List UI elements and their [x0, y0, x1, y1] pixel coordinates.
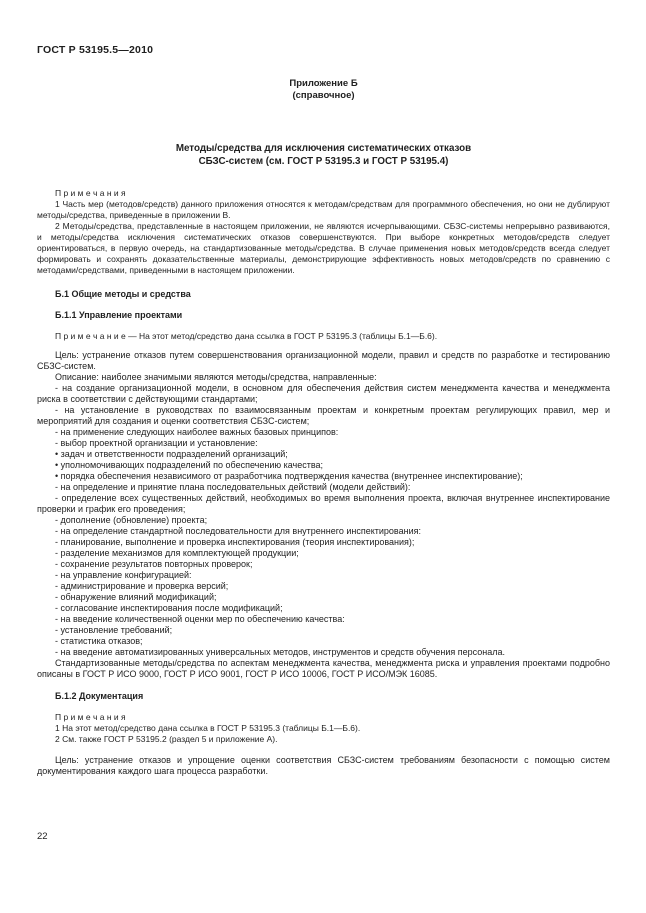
body-paragraph: - на создание организационной модели, в основном для обеспечения действия систем менеджмента качества и менеджмента риска в соответствии с действующими стандартами;: [37, 383, 610, 404]
section-heading-b12: Б.1.2 Документация: [55, 691, 144, 701]
body-paragraph: Цель: устранение отказов путем совершенствования организационной модели, правил и средств по разработке и тестированию СБЗС-систем.: [37, 350, 610, 371]
b12-goal-paragraph: Цель: устранение отказов и упрощение оценки соответствия СБЗС-систем требованиям безопасности с помощью систем документирования каждого шага процесса разработки.: [37, 755, 610, 776]
document-title-line1: Методы/средства для исключения систематических отказов: [175, 143, 472, 154]
document-title: [37, 142, 610, 168]
body-paragraph: - установление требований;: [55, 625, 173, 635]
body-paragraph: - разделение механизмов для комплектующей продукции;: [55, 548, 299, 558]
body-paragraph: - выбор проектной организации и установление:: [55, 438, 258, 448]
body-paragraph: - на введение автоматизированных универсальных методов, инструментов и средств обучения персонала.: [55, 647, 505, 657]
intro-note-item: 1 Часть мер (методов/средств) данного приложения относятся к методам/средствам для программного обеспечения, но они не дублируют методы/средства, приведенные в приложении В.: [37, 199, 610, 220]
intro-notes-label: П р и м е ч а н и я: [55, 188, 126, 198]
intro-note-item: 2 Методы/средства, представленные в настоящем приложении, не являются исчерпывающими. СБЗС-системы непрерывно развиваются, и методы/средства исключения систематических отказов совершенствуются. При выборе конкретных методов/средств следует ориентироваться, в первую очередь, на стандартизованные методы/средства. В случае применения новых методов/средств всегда следует формировать и сохранять доказательственные материалы, демонстрирующие эффективность новых методов/средств по сравнению с методами/средствами, приведенными в настоящем приложении.: [37, 221, 610, 275]
body-paragraph: - согласование инспектирования после модификаций;: [55, 603, 283, 613]
body-paragraph: • уполномочивающих подразделений по обеспечению качества;: [55, 460, 324, 470]
b12-notes-label: П р и м е ч а н и я: [55, 712, 126, 722]
b11-reference-note: П р и м е ч а н и е — На этот метод/средство дана ссылка в ГОСТ Р 53195.3 (таблицы Б.1—Б.6).: [55, 331, 438, 341]
appendix-block: [37, 78, 610, 102]
appendix-label: Приложение Б: [289, 78, 358, 89]
body-paragraph: • порядка обеспечения независимого от разработчика подтверждения качества (внутреннее инспектирование);: [55, 471, 523, 481]
body-paragraph: - сохранение результатов повторных проверок;: [55, 559, 253, 569]
b11-body: [37, 350, 610, 680]
intro-notes: [37, 188, 610, 276]
body-paragraph: • задач и ответственности подразделений организаций;: [55, 449, 288, 459]
appendix-kind: (справочное): [292, 90, 355, 101]
body-paragraph: - обнаружение влияний модификаций;: [55, 592, 217, 602]
body-paragraph: - на определение и принятие плана последовательных действий (модели действий):: [55, 482, 411, 492]
body-paragraph: - на управление конфигурацией:: [55, 570, 192, 580]
page-number: 22: [37, 831, 48, 842]
section-heading-b11: Б.1.1 Управление проектами: [55, 310, 183, 320]
body-paragraph: - на установление в руководствах по взаимосвязанным проектам и конкретным проектам регулирующих правил, мер и мероприятий для создания и оценки соответствия СБЗС-систем;: [37, 405, 610, 426]
standard-number-header: ГОСТ Р 53195.5—2010: [37, 44, 154, 56]
body-paragraph: Описание: наиболее значимыми являются методы/средства, направленные:: [55, 372, 377, 382]
body-paragraph: - на введение количественной оценки мер по обеспечению качества:: [55, 614, 345, 624]
body-paragraph: - определение всех существенных действий, необходимых во время выполнения проекта, включая внутреннее инспектирование проверки и график его проведения;: [37, 493, 610, 514]
body-paragraph: - дополнение (обновление) проекта;: [55, 515, 208, 525]
section-heading-b1: Б.1 Общие методы и средства: [55, 289, 191, 299]
body-paragraph: - планирование, выполнение и проверка инспектирования (теория инспектирования);: [55, 537, 415, 547]
b12-notes: [37, 712, 610, 745]
body-paragraph: Стандартизованные методы/средства по аспектам менеджмента качества, менеджмента риска и управления проектами подробно описаны в ГОСТ Р ИСО 9000, ГОСТ Р ИСО 9001, ГОСТ Р ИСО 10006, ГОСТ Р ИСО/МЭК 16085.: [37, 658, 610, 679]
body-paragraph: - администрирование и проверка версий;: [55, 581, 229, 591]
body-paragraph: - статистика отказов;: [55, 636, 143, 646]
b12-note-item: 2 См. также ГОСТ Р 53195.2 (раздел 5 и приложение А).: [55, 734, 278, 744]
document-title-line2: СБЗС-систем (см. ГОСТ Р 53195.3 и ГОСТ Р 53195.4): [198, 156, 449, 167]
b12-note-item: 1 На этот метод/средство дана ссылка в ГОСТ Р 53195.3 (таблицы Б.1—Б.6).: [55, 723, 361, 733]
body-paragraph: - на определение стандартной последовательности для внутреннего инспектирования:: [55, 526, 421, 536]
body-paragraph: - на применение следующих наиболее важных базовых принципов:: [55, 427, 339, 437]
